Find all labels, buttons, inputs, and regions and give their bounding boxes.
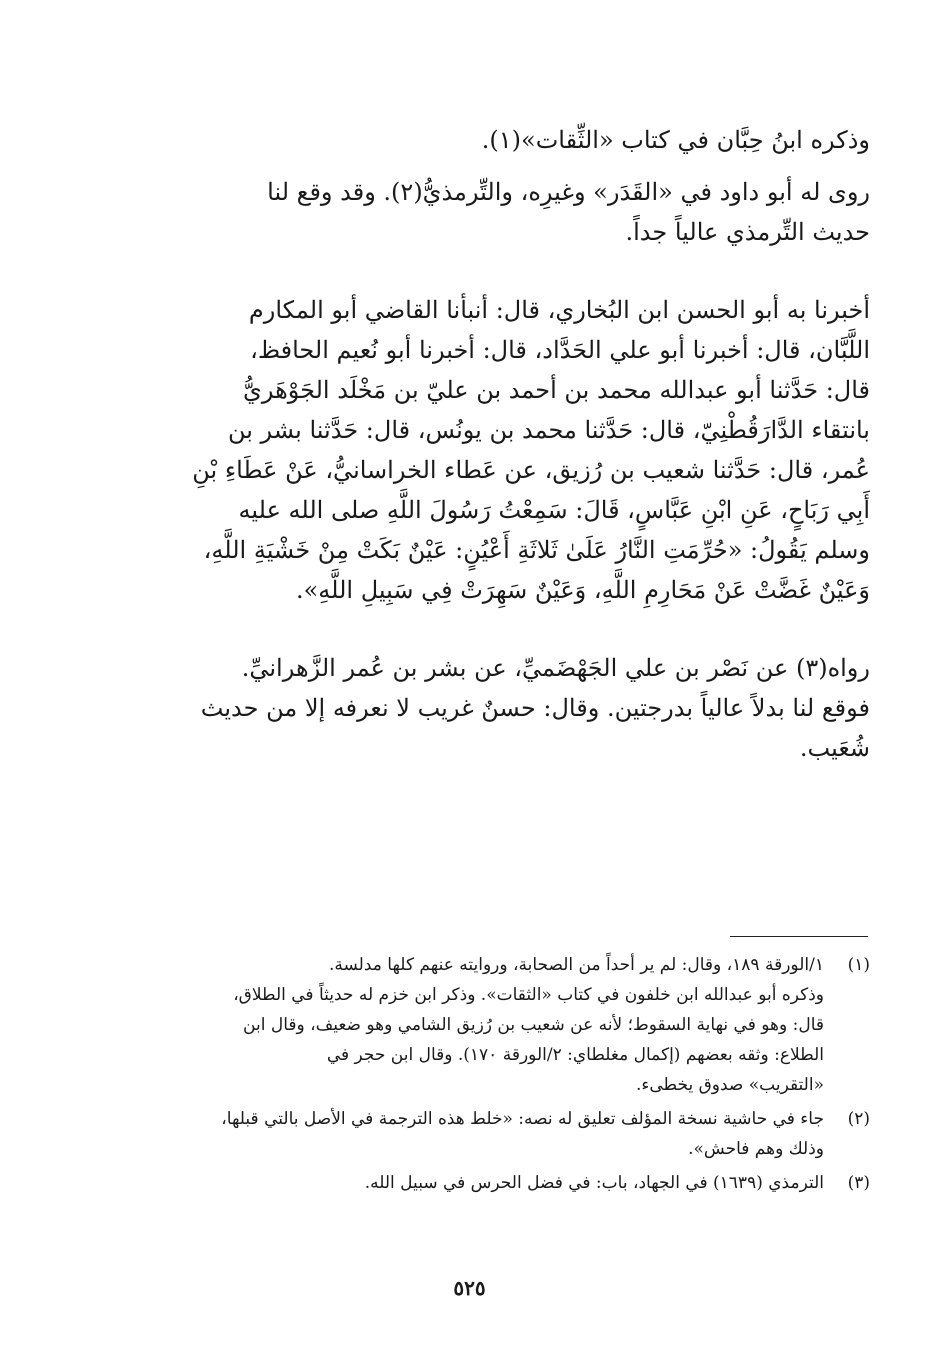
footnote-line: ١/الورقة ١٨٩، وقال: لم ير أحداً من الصحابة، وروايته عنهم كلها مدلسة. — [329, 955, 824, 975]
paragraph-narration — [150, 172, 870, 252]
text-line: شُعَيب. — [799, 734, 870, 762]
text-line: أخبرنا به أبو الحسن ابن البُخاري، قال: أنبأنا القاضي أبو المكارم — [248, 296, 870, 324]
footnote-line: الترمذي (١٦٣٩) في الجهاد، باب: في فضل الحرس في سبيل الله. — [364, 1173, 824, 1193]
footnote-line: وذلك وهم فاحش». — [688, 1139, 824, 1159]
text-line: وسلم يَقُولُ: «حُرِّمَتِ النَّارُ عَلَىٰ ثَلاثَةِ أَعْيُنٍ: عَيْنٌ بَكَتْ مِنْ خَشْيَةِ اللَّهِ، — [203, 536, 870, 564]
main-text — [150, 120, 870, 768]
footnotes — [150, 950, 870, 1202]
footnote-line: الطلاع: وثقه بعضهم (إكمال مغلطاي: ٢/الورقة ١٧٠). وقال ابن حجر في — [326, 1045, 824, 1065]
text-line: عُمر، قال: حَدَّثنا شعيب بن رُزيق، عن عَطاء الخراسانيُّ، عَنْ عَطَاءِ بْنِ — [192, 456, 870, 484]
page-number: ٥٢٥ — [453, 1276, 486, 1300]
text-line: وذكره ابنُ حِبَّان في كتاب «الثِّقات»(١). — [481, 126, 870, 154]
footnote-body — [150, 950, 824, 1100]
text-line: أَبِي رَبَاحٍ، عَنِ ابْنِ عَبَّاسٍ، قَالَ: سَمِعْتُ رَسُولَ اللَّهِ صلى الله عليه — [238, 496, 870, 524]
text-line: حديث التِّرمذي عالياً جداً. — [625, 218, 870, 246]
footnote-number: (١) — [847, 955, 870, 975]
footnote-number: (٢) — [847, 1109, 870, 1129]
footnote-body — [150, 1104, 824, 1164]
footnote-1 — [150, 950, 870, 1100]
text-line: بانتقاء الدَّارَقُطْنِيّ، قال: حَدَّثنا محمد بن يونُس، قال: حَدَّثنا بشر بن — [227, 416, 870, 444]
paragraph-isnad — [150, 290, 870, 610]
footnote-line: قال: وهو في نهاية السقوط؛ لأنه عن شعيب بن رُزيق الشامي وهو ضعيف، وقال ابن — [243, 1015, 824, 1035]
text-line: وَعَيْنٌ غَضَّتْ عَنْ مَحَارِمِ اللَّهِ، وَعَيْنٌ سَهِرَتْ فِي سَبِيلِ اللَّهِ». — [295, 576, 870, 604]
paragraph-ibn-hibban — [150, 120, 870, 160]
footnote-2 — [150, 1104, 870, 1164]
text-line: روى له أبو داود في «القَدَر» وغيرِه، والتِّرمذيُّ(٢). وقد وقع لنا — [267, 178, 870, 206]
footnote-3 — [150, 1168, 870, 1198]
text-line: اللَّبَّان، قال: أخبرنا أبو علي الحَدَّاد، قال: أخبرنا أبو نُعيم الحافظ، — [250, 336, 870, 364]
footnote-divider — [730, 936, 868, 937]
text-line: فوقع لنا بدلاً عالياً بدرجتين. وقال: حسنٌ غريب لا نعرفه إلا من حديث — [200, 694, 870, 722]
paragraph-tirmidhi — [150, 648, 870, 768]
footnote-line: «التقريب» صدوق يخطىء. — [635, 1075, 824, 1095]
footnote-number: (٣) — [847, 1173, 870, 1193]
footnote-line: جاء في حاشية نسخة المؤلف تعليق له نصه: «خلط هذه الترجمة في الأصل بالتي قبلها، — [221, 1109, 824, 1129]
footnote-body — [150, 1168, 824, 1198]
text-line: رواه(٣) عن نَصْر بن علي الجَهْضَميِّ، عن بشر بن عُمر الزَّهرانيِّ. — [241, 654, 870, 682]
text-line: قال: حَدَّثنا أبو عبدالله محمد بن أحمد بن عليّ بن مَخْلَد الجَوْهَريُّ — [243, 376, 870, 404]
footnote-line: وذكره أبو عبدالله ابن خلفون في كتاب «الثقات». وذكر ابن خزم له حديثاً في الطلاق، — [233, 985, 824, 1005]
